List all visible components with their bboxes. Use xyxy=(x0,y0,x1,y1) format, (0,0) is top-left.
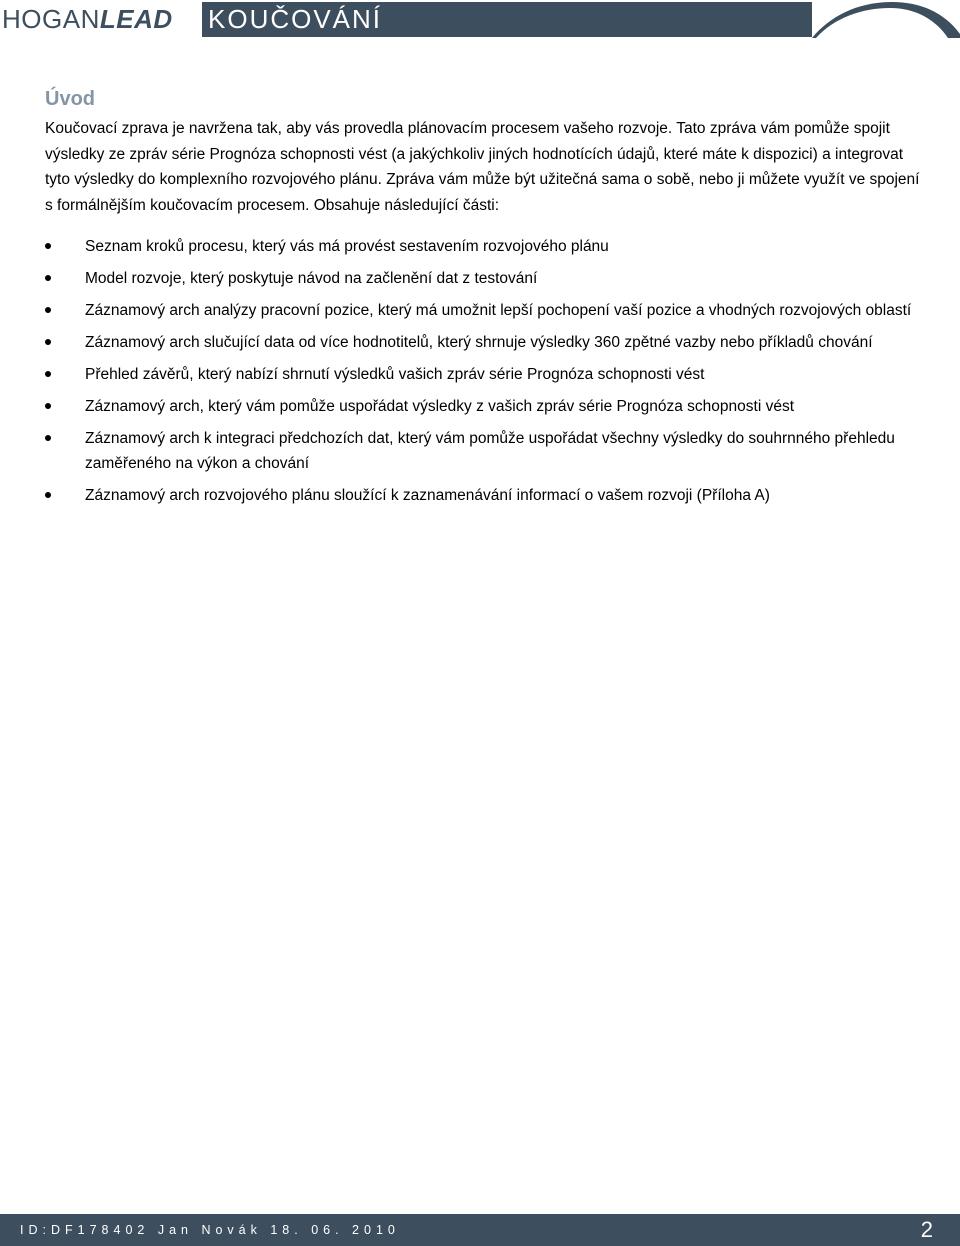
bullet-icon xyxy=(45,243,51,249)
main-content xyxy=(45,86,925,515)
list-item xyxy=(45,426,925,477)
bullet-icon xyxy=(45,275,51,281)
bullet-icon xyxy=(45,403,51,409)
brand-logo-text xyxy=(2,3,173,35)
header-title: KOUČOVÁNÍ xyxy=(208,4,383,34)
list-item xyxy=(45,298,925,324)
bullet-icon xyxy=(45,492,51,498)
brand-lead: LEAD xyxy=(99,4,173,34)
list-item xyxy=(45,394,925,420)
page-header xyxy=(0,0,960,38)
intro-paragraph: Koučovací zprava je navržena tak, aby vás provedla plánovacím procesem vašeho rozvoje. Tato zpráva vám pomůže spojit výsledky ze zpráv série Prognóza schopnosti vést (a jakýchkoliv jiných hodnotících údajů, které máte k dispozici) a integrovat tyto výsledky do komplexního rozvojového plánu. Zpráva vám může být užitečná sama o sobě, nebo ji můžete využít ve spojení s formálnějším koučovacím procesem. Obsahuje následující části: xyxy=(45,120,920,214)
contents-list xyxy=(45,234,925,508)
list-item xyxy=(45,330,925,356)
footer-report-id: ID:DF178402 Jan Novák 18. 06. 2010 xyxy=(20,1223,400,1237)
list-item-text: Záznamový arch rozvojového plánu sloužící k zaznamenávání informací o vašem rozvoji (Příloha A) xyxy=(85,487,770,505)
list-item-text: Model rozvoje, který poskytuje návod na začlenění dat z testování xyxy=(85,270,538,288)
list-item-text: Záznamový arch, který vám pomůže uspořádat výsledky z vašich zpráv série Prognóza schopnosti vést xyxy=(85,397,795,415)
list-item-text: Záznamový arch k integraci předchozích dat, který vám pomůže uspořádat všechny výsledky do souhrnného přehledu zaměřeného na výkon a chování xyxy=(85,429,895,473)
brand-hogan: HOGAN xyxy=(2,4,100,34)
bullet-icon xyxy=(45,307,51,313)
list-item-text: Záznamový arch slučující data od více hodnotitelů, který shrnuje výsledky 360 zpětné vazby nebo příkladů chování xyxy=(85,334,873,352)
list-item xyxy=(45,266,925,292)
list-item xyxy=(45,483,925,509)
list-item-text: Přehled závěrů, který nabízí shrnutí výsledků vašich zpráv série Prognóza schopnosti vést xyxy=(85,365,705,383)
list-item xyxy=(45,234,925,260)
page-number: 2 xyxy=(920,1217,933,1242)
bullet-icon xyxy=(45,339,51,345)
bullet-icon xyxy=(45,371,51,377)
page-footer xyxy=(0,1214,960,1246)
list-item xyxy=(45,362,925,388)
swoosh-logo-icon xyxy=(812,0,960,38)
list-item-text: Záznamový arch analýzy pracovní pozice, který má umožnit lepší pochopení vaší pozice a vhodných rozvojových oblastí xyxy=(85,302,912,320)
list-item-text: Seznam kroků procesu, který vás má provést sestavením rozvojového plánu xyxy=(85,238,609,256)
header-title-band xyxy=(202,2,812,37)
bullet-icon xyxy=(45,435,51,441)
section-title: Úvod xyxy=(45,88,95,110)
